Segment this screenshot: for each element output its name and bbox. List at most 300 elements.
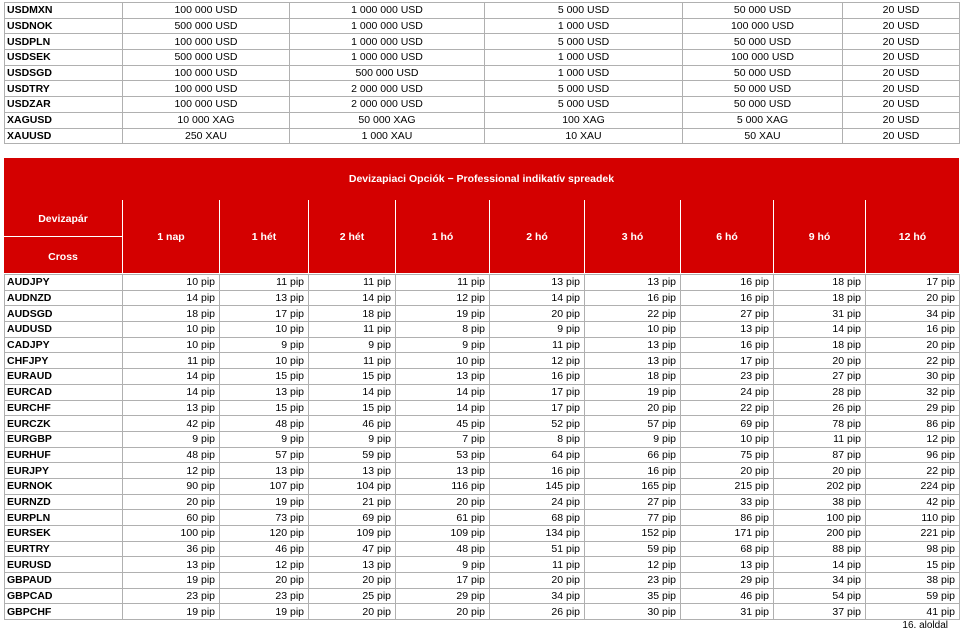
amount-cell: 20 USD	[843, 128, 960, 144]
spread-cell: 13 pip	[220, 290, 309, 306]
spread-cell: 18 pip	[309, 306, 396, 322]
spread-cell: 9 pip	[309, 431, 396, 447]
tenor-column-header	[584, 200, 680, 273]
spread-cell: 14 pip	[123, 369, 220, 385]
spread-cell: 57 pip	[585, 416, 681, 432]
spread-cell: 68 pip	[490, 510, 585, 526]
spread-cell: 13 pip	[123, 400, 220, 416]
spread-cell: 16 pip	[681, 337, 774, 353]
table-row	[5, 81, 960, 97]
pair-cell: AUDUSD	[5, 322, 123, 338]
table-row	[5, 573, 960, 589]
tenor-column-header	[219, 200, 308, 273]
pair-cell: EURHUF	[5, 447, 123, 463]
spread-cell: 14 pip	[774, 322, 866, 338]
spread-cell: 26 pip	[774, 400, 866, 416]
spread-cell: 21 pip	[309, 494, 396, 510]
pair-cell: USDPLN	[5, 34, 123, 50]
spread-table	[4, 274, 960, 620]
spread-cell: 46 pip	[309, 416, 396, 432]
spread-cell: 10 pip	[396, 353, 490, 369]
pair-cell: GBPCHF	[5, 604, 123, 620]
spread-cell: 57 pip	[220, 447, 309, 463]
tenor-label: 12 hó	[898, 231, 927, 243]
page-number: 16. aloldal	[902, 620, 948, 631]
amount-cell: 5 000 USD	[485, 3, 683, 19]
amount-cell: 5 000 USD	[485, 97, 683, 113]
spread-cell: 15 pip	[309, 369, 396, 385]
spread-cell: 11 pip	[774, 431, 866, 447]
spread-cell: 30 pip	[585, 604, 681, 620]
spread-cell: 10 pip	[220, 322, 309, 338]
spread-cell: 9 pip	[123, 431, 220, 447]
spread-cell: 19 pip	[123, 604, 220, 620]
table-row	[5, 337, 960, 353]
tenor-label: 1 hét	[251, 231, 277, 243]
pair-cell: EURCHF	[5, 400, 123, 416]
spread-cell: 19 pip	[585, 384, 681, 400]
table-row	[5, 526, 960, 542]
spread-cell: 69 pip	[681, 416, 774, 432]
tenor-label: 1 hó	[431, 231, 454, 243]
table-row	[5, 588, 960, 604]
amount-cell: 1 000 USD	[485, 18, 683, 34]
amount-cell: 20 USD	[843, 97, 960, 113]
spread-cell: 23 pip	[585, 573, 681, 589]
pair-cell: CHFJPY	[5, 353, 123, 369]
spread-cell: 152 pip	[585, 526, 681, 542]
amount-cell: 50 000 USD	[683, 34, 843, 50]
spread-cell: 13 pip	[681, 322, 774, 338]
spread-cell: 18 pip	[585, 369, 681, 385]
table-row	[5, 494, 960, 510]
spread-cell: 31 pip	[681, 604, 774, 620]
spread-cell: 10 pip	[585, 322, 681, 338]
pair-cell: AUDSGD	[5, 306, 123, 322]
spread-cell: 38 pip	[866, 573, 960, 589]
table-row	[5, 416, 960, 432]
table-title: Devizapiaci Opciók − Professional indikatív spreadek	[348, 173, 615, 185]
spread-cell: 38 pip	[774, 494, 866, 510]
spread-cell: 20 pip	[220, 573, 309, 589]
spread-cell: 13 pip	[220, 384, 309, 400]
spread-cell: 18 pip	[123, 306, 220, 322]
spread-cell: 11 pip	[490, 557, 585, 573]
spread-cell: 34 pip	[774, 573, 866, 589]
spread-cell: 15 pip	[866, 557, 960, 573]
spread-cell: 10 pip	[220, 353, 309, 369]
spread-cell: 11 pip	[123, 353, 220, 369]
spread-cell: 26 pip	[490, 604, 585, 620]
spread-cell: 46 pip	[220, 541, 309, 557]
spread-cell: 34 pip	[490, 588, 585, 604]
spread-cell: 13 pip	[309, 463, 396, 479]
pair-cell: GBPAUD	[5, 573, 123, 589]
spread-cell: 68 pip	[681, 541, 774, 557]
spread-cell: 33 pip	[681, 494, 774, 510]
spread-cell: 14 pip	[490, 290, 585, 306]
spread-cell: 19 pip	[220, 604, 309, 620]
spread-cell: 19 pip	[123, 573, 220, 589]
amount-cell: 100 000 USD	[123, 97, 290, 113]
spread-cell: 13 pip	[123, 557, 220, 573]
spread-cell: 20 pip	[396, 494, 490, 510]
tenor-column-header	[489, 200, 584, 273]
spread-cell: 32 pip	[866, 384, 960, 400]
spread-cell: 53 pip	[396, 447, 490, 463]
spread-cell: 11 pip	[220, 275, 309, 291]
spread-cell: 98 pip	[866, 541, 960, 557]
pair-label: Devizapár	[38, 213, 88, 225]
spread-cell: 86 pip	[681, 510, 774, 526]
spread-cell: 110 pip	[866, 510, 960, 526]
pair-column-header	[4, 200, 122, 273]
spread-cell: 23 pip	[123, 588, 220, 604]
amount-cell: 500 000 USD	[123, 18, 290, 34]
tenor-column-header	[865, 200, 959, 273]
table-row	[5, 3, 960, 19]
tenor-column-header	[308, 200, 395, 273]
amount-cell: 5 000 USD	[485, 34, 683, 50]
pair-cell: EURUSD	[5, 557, 123, 573]
spread-cell: 10 pip	[123, 275, 220, 291]
spread-cell: 20 pip	[585, 400, 681, 416]
spread-cell: 59 pip	[866, 588, 960, 604]
spread-cell: 13 pip	[396, 369, 490, 385]
spread-cell: 36 pip	[123, 541, 220, 557]
amount-cell: 20 USD	[843, 3, 960, 19]
spread-cell: 12 pip	[396, 290, 490, 306]
spread-cell: 17 pip	[220, 306, 309, 322]
spread-cell: 96 pip	[866, 447, 960, 463]
spread-cell: 25 pip	[309, 588, 396, 604]
amount-cell: 1 000 USD	[485, 65, 683, 81]
pair-cell: AUDJPY	[5, 275, 123, 291]
spread-cell: 23 pip	[220, 588, 309, 604]
spread-cell: 11 pip	[309, 275, 396, 291]
spread-cell: 59 pip	[309, 447, 396, 463]
spread-cell: 104 pip	[309, 478, 396, 494]
spread-cell: 221 pip	[866, 526, 960, 542]
amount-cell: 5 000 XAG	[683, 112, 843, 128]
table-row	[5, 400, 960, 416]
amount-cell: 20 USD	[843, 50, 960, 66]
table-row	[5, 65, 960, 81]
amount-cell: 50 000 USD	[683, 81, 843, 97]
spread-cell: 87 pip	[774, 447, 866, 463]
spread-cell: 10 pip	[123, 337, 220, 353]
spread-cell: 35 pip	[585, 588, 681, 604]
table-row	[5, 384, 960, 400]
table-row	[5, 463, 960, 479]
spread-cell: 224 pip	[866, 478, 960, 494]
tenor-label: 2 hó	[526, 231, 548, 243]
spread-cell: 109 pip	[396, 526, 490, 542]
table-row	[5, 447, 960, 463]
spread-cell: 13 pip	[681, 557, 774, 573]
spread-cell: 42 pip	[123, 416, 220, 432]
spread-cell: 20 pip	[866, 337, 960, 353]
pair-cell: AUDNZD	[5, 290, 123, 306]
spread-cell: 20 pip	[681, 463, 774, 479]
spread-cell: 17 pip	[681, 353, 774, 369]
spread-cell: 16 pip	[681, 275, 774, 291]
spread-cell: 86 pip	[866, 416, 960, 432]
tenor-column-header	[680, 200, 773, 273]
spread-cell: 12 pip	[490, 353, 585, 369]
spread-cell: 20 pip	[309, 573, 396, 589]
spread-cell: 107 pip	[220, 478, 309, 494]
spread-cell: 20 pip	[396, 604, 490, 620]
amount-cell: 20 USD	[843, 18, 960, 34]
pair-cell: EURPLN	[5, 510, 123, 526]
spread-cell: 20 pip	[774, 463, 866, 479]
table-row	[5, 541, 960, 557]
tenor-column-header	[773, 200, 865, 273]
cross-label: Cross	[48, 251, 78, 263]
amount-cell: 20 USD	[843, 65, 960, 81]
table-row	[5, 604, 960, 620]
pair-cell: USDZAR	[5, 97, 123, 113]
spread-cell: 66 pip	[585, 447, 681, 463]
spread-cell: 15 pip	[220, 400, 309, 416]
spread-cell: 20 pip	[123, 494, 220, 510]
spread-cell: 10 pip	[123, 322, 220, 338]
spread-cell: 78 pip	[774, 416, 866, 432]
spread-cell: 11 pip	[490, 337, 585, 353]
tenor-label: 3 hó	[621, 231, 644, 243]
spread-cell: 14 pip	[309, 290, 396, 306]
tenor-label: 2 hét	[339, 231, 365, 243]
table-row	[5, 34, 960, 50]
amount-cell: 5 000 USD	[485, 81, 683, 97]
spread-cell: 13 pip	[309, 557, 396, 573]
spread-cell: 18 pip	[774, 275, 866, 291]
spread-cell: 18 pip	[774, 290, 866, 306]
spread-cell: 16 pip	[490, 369, 585, 385]
spread-cell: 22 pip	[681, 400, 774, 416]
spread-cell: 29 pip	[396, 588, 490, 604]
amount-cell: 10 000 XAG	[123, 112, 290, 128]
spread-cell: 27 pip	[681, 306, 774, 322]
spread-cell: 48 pip	[123, 447, 220, 463]
spread-cell: 16 pip	[585, 463, 681, 479]
table-row	[5, 18, 960, 34]
spread-cell: 27 pip	[585, 494, 681, 510]
amount-cell: 2 000 000 USD	[290, 81, 485, 97]
pair-cell: USDMXN	[5, 3, 123, 19]
amount-cell: 100 000 USD	[123, 81, 290, 97]
table-row	[5, 306, 960, 322]
spread-cell: 9 pip	[220, 337, 309, 353]
table-row	[5, 431, 960, 447]
spread-cell: 11 pip	[309, 353, 396, 369]
spread-cell: 29 pip	[681, 573, 774, 589]
amount-cell: 2 000 000 USD	[290, 97, 485, 113]
spread-cell: 24 pip	[490, 494, 585, 510]
spread-cell: 14 pip	[123, 384, 220, 400]
spread-cell: 90 pip	[123, 478, 220, 494]
spread-cell: 64 pip	[490, 447, 585, 463]
spread-cell: 8 pip	[490, 431, 585, 447]
spread-cell: 9 pip	[396, 337, 490, 353]
spread-cell: 16 pip	[681, 290, 774, 306]
spread-table-header	[4, 158, 959, 273]
table-row	[5, 557, 960, 573]
spread-cell: 145 pip	[490, 478, 585, 494]
table-row	[5, 97, 960, 113]
spread-cell: 200 pip	[774, 526, 866, 542]
pair-cell: USDSEK	[5, 50, 123, 66]
spread-cell: 14 pip	[309, 384, 396, 400]
amount-cell: 1 000 XAU	[290, 128, 485, 144]
spread-cell: 19 pip	[396, 306, 490, 322]
spread-cell: 17 pip	[866, 275, 960, 291]
spread-cell: 11 pip	[309, 322, 396, 338]
amount-cell: 1 000 000 USD	[290, 3, 485, 19]
spread-cell: 120 pip	[220, 526, 309, 542]
spread-cell: 30 pip	[866, 369, 960, 385]
amount-cell: 50 000 XAG	[290, 112, 485, 128]
spread-cell: 165 pip	[585, 478, 681, 494]
pair-cell: GBPCAD	[5, 588, 123, 604]
tenor-column-header	[122, 200, 219, 273]
spread-cell: 17 pip	[396, 573, 490, 589]
table-row	[5, 322, 960, 338]
spread-cell: 51 pip	[490, 541, 585, 557]
spread-cell: 13 pip	[490, 275, 585, 291]
spread-cell: 29 pip	[866, 400, 960, 416]
pair-cell: EURAUD	[5, 369, 123, 385]
spread-cell: 10 pip	[681, 431, 774, 447]
amount-cell: 1 000 000 USD	[290, 18, 485, 34]
amount-cell: 50 000 USD	[683, 3, 843, 19]
spread-cell: 23 pip	[681, 369, 774, 385]
spread-cell: 14 pip	[396, 400, 490, 416]
tenor-label: 6 hó	[716, 231, 738, 243]
spread-cell: 20 pip	[866, 290, 960, 306]
pair-cell: CADJPY	[5, 337, 123, 353]
spread-cell: 54 pip	[774, 588, 866, 604]
table-row	[5, 128, 960, 144]
spread-cell: 202 pip	[774, 478, 866, 494]
spread-cell: 215 pip	[681, 478, 774, 494]
spread-cell: 27 pip	[774, 369, 866, 385]
spread-cell: 41 pip	[866, 604, 960, 620]
spread-cell: 88 pip	[774, 541, 866, 557]
spread-cell: 9 pip	[490, 322, 585, 338]
pair-cell: EURJPY	[5, 463, 123, 479]
header-divider	[4, 236, 122, 237]
table-row	[5, 510, 960, 526]
table-row	[5, 290, 960, 306]
spread-cell: 100 pip	[774, 510, 866, 526]
table-row	[5, 369, 960, 385]
spread-cell: 77 pip	[585, 510, 681, 526]
pair-cell: EURNOK	[5, 478, 123, 494]
spread-cell: 20 pip	[309, 604, 396, 620]
pair-cell: EURCZK	[5, 416, 123, 432]
spread-cell: 16 pip	[866, 322, 960, 338]
spread-cell: 134 pip	[490, 526, 585, 542]
pair-cell: EURSEK	[5, 526, 123, 542]
spread-cell: 14 pip	[123, 290, 220, 306]
spread-cell: 20 pip	[774, 353, 866, 369]
amount-cell: 50 000 USD	[683, 97, 843, 113]
amount-cell: 1 000 USD	[485, 50, 683, 66]
spread-cell: 12 pip	[585, 557, 681, 573]
amount-cell: 100 XAG	[485, 112, 683, 128]
amount-cell: 100 000 USD	[683, 50, 843, 66]
spread-cell: 22 pip	[866, 463, 960, 479]
tenor-column-header	[395, 200, 489, 273]
spread-cell: 15 pip	[220, 369, 309, 385]
spread-cell: 16 pip	[490, 463, 585, 479]
amount-cell: 1 000 000 USD	[290, 34, 485, 50]
spread-cell: 47 pip	[309, 541, 396, 557]
pair-cell: EURGBP	[5, 431, 123, 447]
spread-cell: 9 pip	[309, 337, 396, 353]
spread-cell: 17 pip	[490, 384, 585, 400]
tenor-label: 1 nap	[157, 231, 185, 243]
spread-cell: 48 pip	[396, 541, 490, 557]
spread-cell: 12 pip	[123, 463, 220, 479]
spread-cell: 16 pip	[585, 290, 681, 306]
spread-cell: 75 pip	[681, 447, 774, 463]
spread-cell: 46 pip	[681, 588, 774, 604]
spread-cell: 18 pip	[774, 337, 866, 353]
amount-cell: 20 USD	[843, 112, 960, 128]
spread-cell: 15 pip	[309, 400, 396, 416]
spread-cell: 116 pip	[396, 478, 490, 494]
spread-cell: 9 pip	[585, 431, 681, 447]
amount-cell: 500 000 USD	[123, 50, 290, 66]
table-row	[5, 353, 960, 369]
spread-cell: 59 pip	[585, 541, 681, 557]
spread-cell: 22 pip	[866, 353, 960, 369]
minimum-amounts-table	[4, 2, 960, 144]
table-row	[5, 275, 960, 291]
spread-cell: 69 pip	[309, 510, 396, 526]
spread-cell: 73 pip	[220, 510, 309, 526]
spread-cell: 31 pip	[774, 306, 866, 322]
spread-cell: 12 pip	[866, 431, 960, 447]
spread-cell: 24 pip	[681, 384, 774, 400]
spread-cell: 13 pip	[585, 275, 681, 291]
spread-cell: 11 pip	[396, 275, 490, 291]
spread-cell: 14 pip	[774, 557, 866, 573]
pair-cell: EURTRY	[5, 541, 123, 557]
spread-cell: 28 pip	[774, 384, 866, 400]
spread-cell: 48 pip	[220, 416, 309, 432]
table-row	[5, 478, 960, 494]
spread-cell: 61 pip	[396, 510, 490, 526]
spread-cell: 9 pip	[396, 557, 490, 573]
spread-cell: 60 pip	[123, 510, 220, 526]
spread-cell: 7 pip	[396, 431, 490, 447]
amount-cell: 50 XAU	[683, 128, 843, 144]
table-row	[5, 50, 960, 66]
amount-cell: 20 USD	[843, 81, 960, 97]
pair-cell: EURNZD	[5, 494, 123, 510]
amount-cell: 100 000 USD	[683, 18, 843, 34]
pair-cell: USDNOK	[5, 18, 123, 34]
amount-cell: 500 000 USD	[290, 65, 485, 81]
spread-cell: 52 pip	[490, 416, 585, 432]
amount-cell: 100 000 USD	[123, 3, 290, 19]
spread-cell: 20 pip	[490, 573, 585, 589]
amount-cell: 50 000 USD	[683, 65, 843, 81]
